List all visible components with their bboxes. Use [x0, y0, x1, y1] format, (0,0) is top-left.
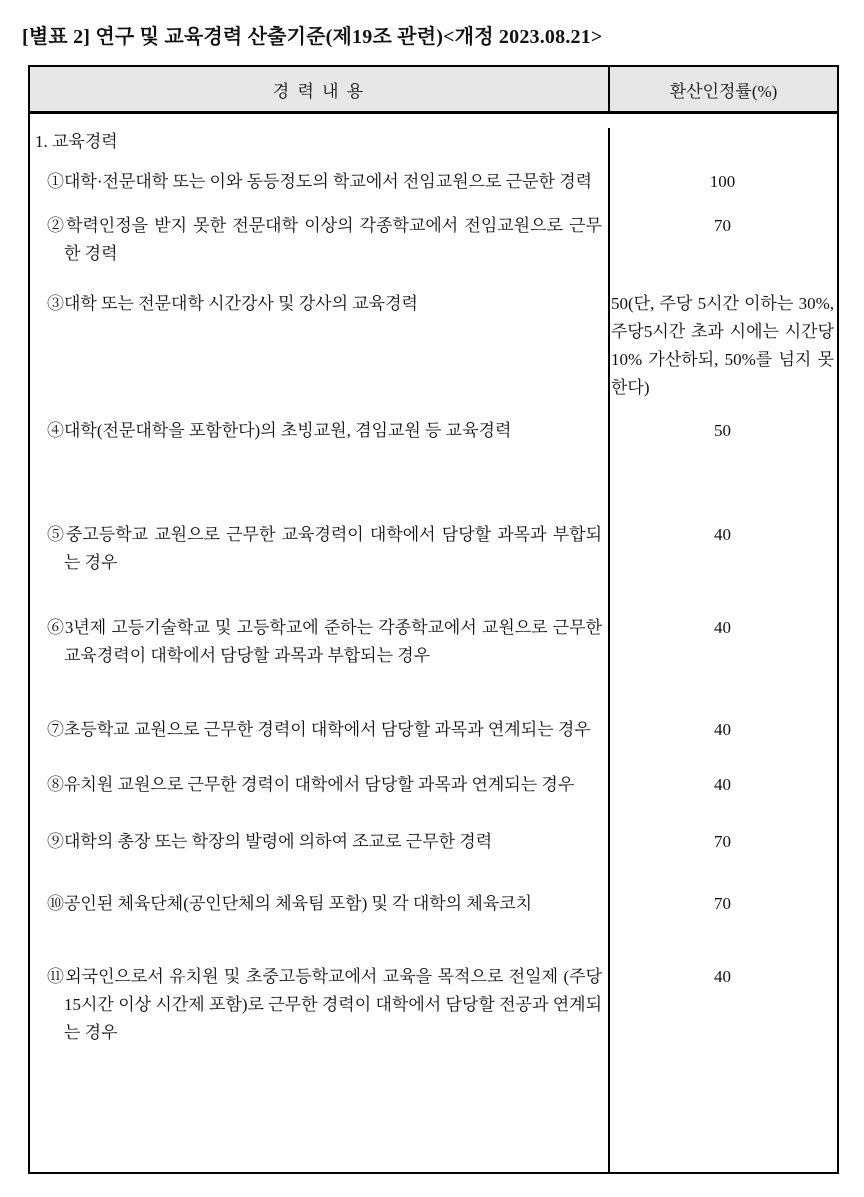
row-rate: 70 — [714, 832, 731, 851]
section-row — [30, 128, 837, 156]
row-rate: 70 — [714, 216, 731, 235]
table-row — [30, 963, 837, 1047]
table-row — [30, 771, 837, 799]
section-label: 1. 교육경력 — [35, 132, 118, 151]
row-text: ⑥3년제 고등기술학교 및 고등학교에 준하는 각종학교에서 교원으로 근무한 교육경력이 대학에서 담당할 과목과 부합되는 경우 — [47, 618, 602, 665]
table-row — [30, 890, 837, 918]
row-text: ⑪외국인으로서 유치원 및 초중고등학교에서 교육을 목적으로 전일제 (주당 15시간 이상 시간제 포함)로 근무한 경력이 대학에서 담당할 전공과 연계되는 경우 — [47, 967, 602, 1042]
column-divider — [608, 128, 610, 1172]
row-rate: 40 — [714, 525, 731, 544]
row-text: ④대학(전문대학을 포함한다)의 초빙교원, 겸임교원 등 교육경력 — [47, 421, 512, 440]
row-rate: 40 — [714, 618, 731, 637]
row-rate: 100 — [709, 172, 736, 191]
row-rate: 50 — [714, 421, 731, 440]
row-text: ⑩공인된 체육단체(공인단체의 체육팀 포함) 및 각 대학의 체육코치 — [47, 894, 533, 913]
row-rate: 40 — [714, 967, 731, 986]
row-rate: 40 — [714, 720, 731, 739]
table-header-row — [30, 67, 837, 114]
table-row — [30, 521, 837, 577]
row-text: ⑧유치원 교원으로 근무한 경력이 대학에서 담당할 과목과 연계되는 경우 — [47, 775, 575, 794]
row-text: ⑨대학의 총장 또는 학장의 발령에 의하여 조교로 근무한 경력 — [47, 832, 493, 851]
table-row — [30, 614, 837, 670]
row-rate: 70 — [714, 894, 731, 913]
row-rate: 40 — [714, 775, 731, 794]
table-row — [30, 290, 837, 402]
row-text: ⑦초등학교 교원으로 근무한 경력이 대학에서 담당할 과목과 연계되는 경우 — [47, 720, 591, 739]
table-body — [30, 128, 837, 1172]
page-title: [별표 2] 연구 및 교육경력 산출기준(제19조 관련)<개정 2023.08.21> — [22, 26, 603, 48]
row-rate — [608, 128, 837, 156]
header-cell-rate: 환산인정률(%) — [608, 67, 837, 111]
table-row — [30, 212, 837, 268]
row-text: ③대학 또는 전문대학 시간강사 및 강사의 교육경력 — [47, 294, 418, 313]
row-rate: 50(단, 주당 5시간 이하는 30%, 주당5시간 초과 시에는 시간당 10% 가산하되, 50%를 넘지 못한다) — [611, 294, 834, 397]
row-text: ①대학·전문대학 또는 이와 동등정도의 학교에서 전임교원으로 근문한 경력 — [47, 172, 593, 191]
table-row — [30, 168, 837, 196]
row-text: ②학력인정을 받지 못한 전문대학 이상의 각종학교에서 전임교원으로 근무한 경력 — [47, 216, 602, 263]
table-row — [30, 828, 837, 856]
row-text: ⑤중고등학교 교원으로 근무한 교육경력이 대학에서 담당할 과목과 부합되는 경우 — [47, 525, 602, 572]
header-cell-content: 경 력 내 용 — [272, 81, 366, 101]
table-row — [30, 716, 837, 744]
career-table — [28, 65, 839, 1174]
table-row — [30, 417, 837, 445]
